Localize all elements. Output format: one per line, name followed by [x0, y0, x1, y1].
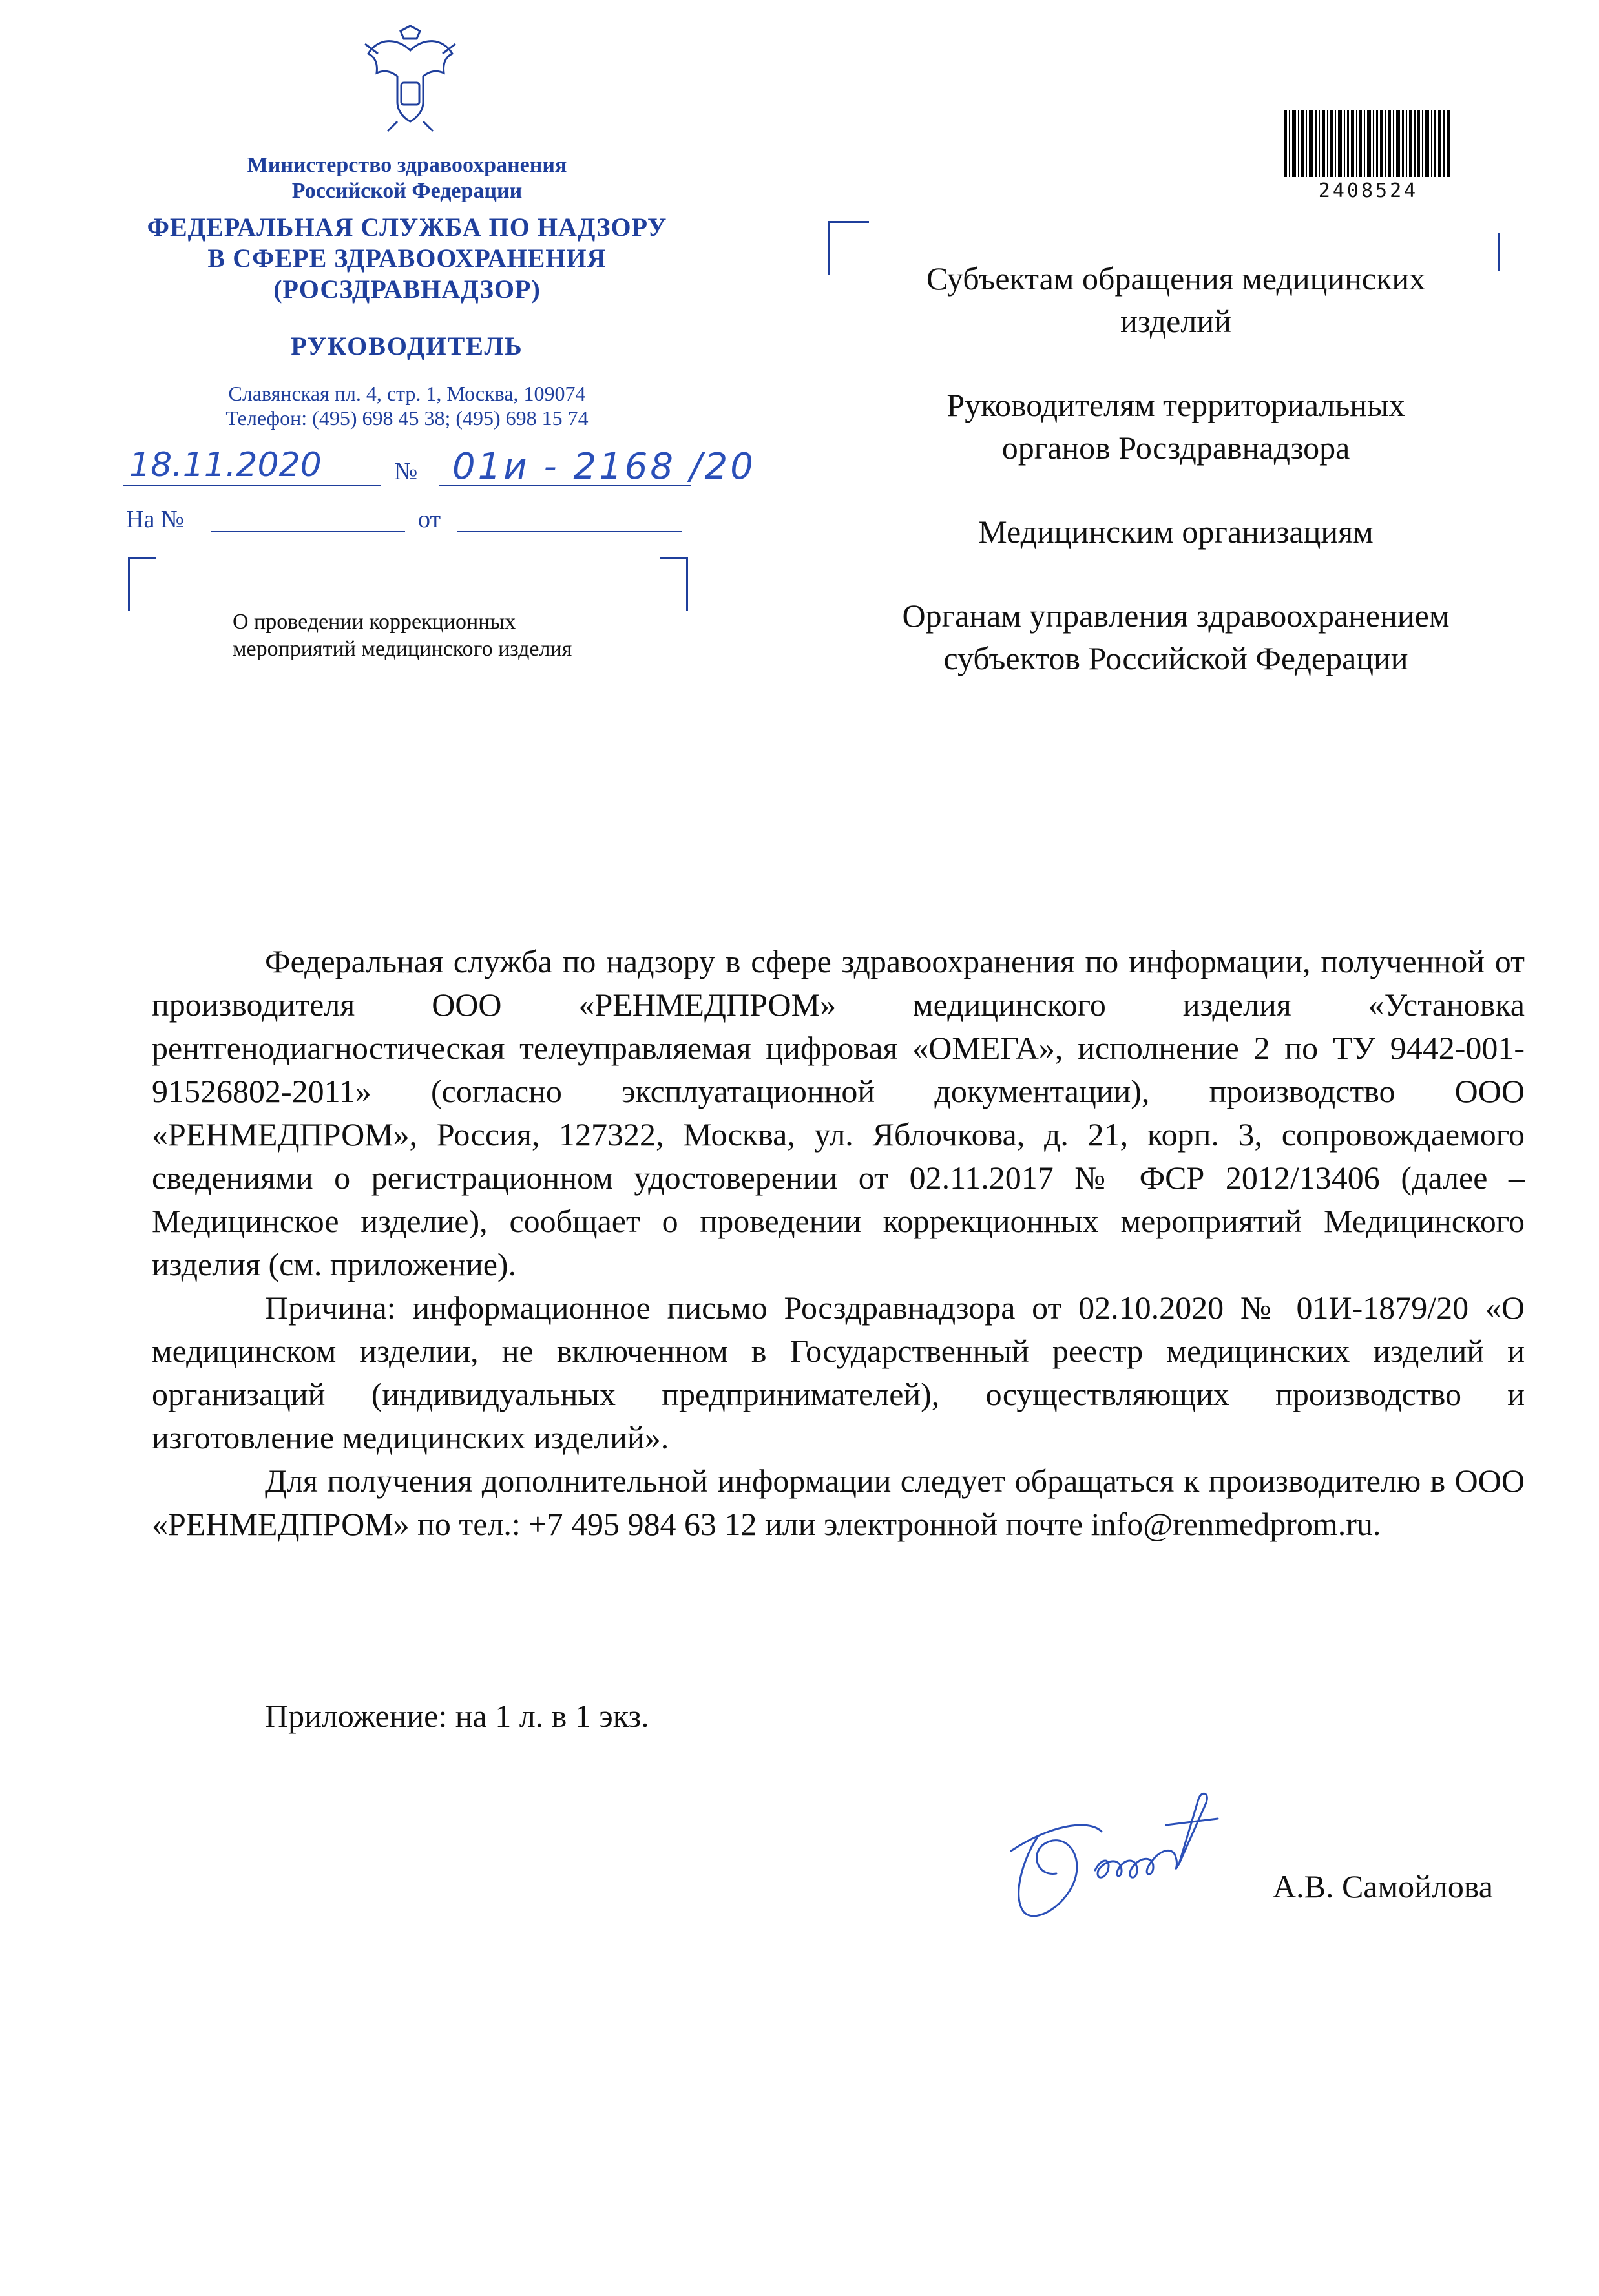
body-paragraph: Федеральная служба по надзору в сфере здравоохранения по информации, полученной от производителя ООО «РЕНМЕДПРОМ» медицинского изделия «Установка рентгенодиагностическая телеуправляемая цифровая «ОМЕГА», исполнение 2 по ТУ 9442-001-91526802-2011» (согласно эксплуатационной документации), производство ООО «РЕНМЕДПРОМ», Россия, 127322, Москва, ул. Яблочкова, д. 21, корп. 3, сопровождаемого сведениями о регистрационном удостоверении от 02.11.2017 № ФСР 2012/13406 (далее – Медицинское изделие), сообщает о проведении коррекционных мероприятий Медицинского изделия (см. приложение). [152, 943, 1525, 1282]
corner-mark [660, 557, 688, 611]
phone: Телефон: (495) 698 45 38; (495) 698 15 74 [225, 406, 589, 430]
reference-date-label: от [418, 506, 441, 533]
registration-date: 18.11.2020 [129, 446, 322, 485]
recipient: Медицинским организациям [978, 514, 1374, 550]
letter-body [152, 940, 1525, 1546]
attachment-note: Приложение: на 1 л. в 1 экз. [265, 1698, 649, 1734]
recipient: Субъектам обращения медицинских изделий [926, 260, 1426, 339]
corner-mark [828, 221, 869, 275]
reference-number-label: На № [126, 506, 185, 533]
number-underline [439, 485, 691, 486]
service-name: ФЕДЕРАЛЬНАЯ СЛУЖБА ПО НАДЗОРУ В СФЕРЕ ЗДРАВООХРАНЕНИЯ (РОСЗДРАВНАДЗОР) [147, 213, 667, 304]
registration-row [123, 446, 846, 497]
body-paragraph: Для получения дополнительной информации следует обращаться к производителю в ООО «РЕНМЕДПРОМ» по тел.: +7 495 984 63 12 или электронной почте info@renmedprom.ru. [152, 1463, 1525, 1542]
reference-row [126, 505, 695, 537]
signature [998, 1748, 1321, 1941]
date-underline [123, 485, 381, 486]
recipient: Руководителям территориальных органов Росздравнадзора [946, 387, 1405, 466]
recipients-block [892, 257, 1460, 721]
address: Славянская пл. 4, стр. 1, Москва, 109074 [228, 382, 586, 405]
registration-number: 01и - 2168 /20 [452, 446, 756, 488]
reference-number-line [211, 531, 405, 532]
corner-mark [1498, 233, 1500, 271]
body-paragraph: Причина: информационное письмо Росздравнадзора от 02.10.2020 № 01И-1879/20 «О медицинском изделии, не включенном в Государственный реестр медицинских изделий и организаций (индивидуальных предпринимателей), осуществляющих производство и изготовление медицинских изделий». [152, 1289, 1525, 1456]
number-sign: № [394, 458, 418, 485]
recipient: Органам управления здравоохранением субъектов Российской Федерации [902, 598, 1450, 676]
signer-name: А.В. Самойлова [1273, 1868, 1493, 1905]
barcode-icon [1284, 110, 1452, 177]
corner-mark [128, 557, 156, 611]
letter-subject: О проведении коррекционных мероприятий медицинского изделия [233, 610, 572, 661]
contact-block [149, 381, 665, 430]
barcode-number: 2408524 [1318, 180, 1419, 202]
head-title: РУКОВОДИТЕЛЬ [291, 331, 523, 360]
reference-date-line [457, 531, 682, 532]
coat-of-arms-icon [359, 25, 462, 134]
ministry-name: Министерство здравоохранения Российской Федерации [247, 153, 567, 203]
